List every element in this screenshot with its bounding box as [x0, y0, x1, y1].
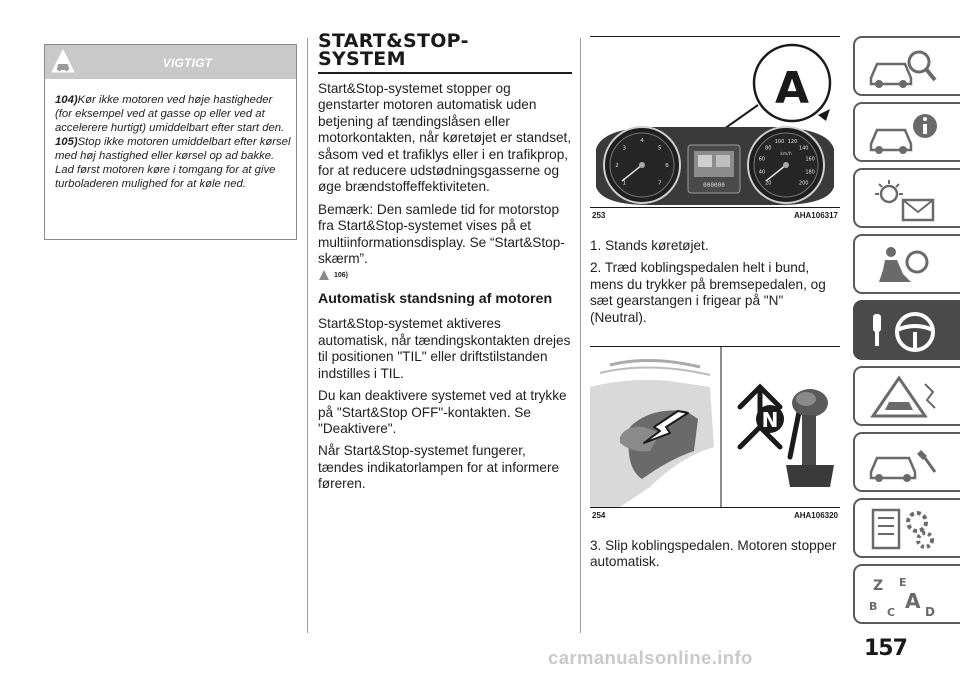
instrument-cluster-illustration: [590, 37, 840, 207]
dashboard-lights-icon: [865, 176, 945, 224]
gauge-tick-label: 140: [798, 145, 809, 152]
gauge-tick-label: 5: [657, 145, 662, 152]
svg-text:Z: Z: [873, 578, 884, 594]
gauge-tick-label: 3: [622, 145, 627, 152]
gauge-tick-label: 4: [640, 138, 644, 144]
step-item: 1. Stands køretøjet.: [590, 238, 709, 253]
warning-box: [44, 44, 297, 240]
figure-caption: [590, 208, 840, 220]
figure-number: 253: [592, 211, 606, 220]
warning-item: 105)Stop ikke motoren umiddelbart efter kørsel med høj hastighed eller kørsel op ad bakke. Lad først motoren køre i tomgang for at give turboladeren mulighed for at køle ned.: [55, 136, 291, 190]
column-divider: [307, 38, 308, 633]
gauge-tick-label: 80: [765, 145, 772, 152]
step-item: 2. Træd koblingspedalen helt i bund, mens du trykker på bremsepedalen, og sæt gearstangen i frigear på "N" (Neutral).: [590, 260, 826, 325]
car-info-icon: [865, 110, 945, 158]
subheading: Automatisk standsning af motoren: [318, 291, 553, 308]
section-title-line1: START&STOP-: [318, 30, 469, 52]
tab-steering[interactable]: [853, 300, 960, 360]
step-item: 3. Slip koblingspedalen. Motoren stopper automatisk.: [590, 538, 837, 570]
speed-unit: km/h: [780, 152, 792, 157]
gauge-tick-label: 120: [787, 138, 798, 145]
section-title-line2: SYSTEM: [318, 48, 406, 70]
car-service-icon: [865, 440, 945, 488]
gauge-tick-label: 2: [615, 163, 619, 169]
gauge-tick-label: 20: [765, 180, 772, 187]
figure-dashboard: [590, 37, 840, 207]
warning-reference-icon: [318, 269, 330, 281]
tab-warning-triangle[interactable]: [853, 366, 960, 426]
key-steering-wheel-icon: [865, 308, 945, 356]
alphabet-index-icon: [865, 572, 945, 620]
paragraph: Når Start&Stop-systemet fungerer, tændes indikatorlampen for at informere føreren.: [318, 443, 560, 492]
car-magnifier-icon: [865, 44, 945, 92]
title-rule: [318, 72, 572, 74]
pedal-gearstick-illustration: [590, 347, 840, 507]
section-column: [318, 32, 572, 499]
callout-letter: A: [774, 63, 810, 114]
paragraph: Start&Stop-systemet stopper og genstarter motoren automatisk uden betjening af tændingslåsen eller motorkontakten, når køretøjet er standset, såsom ved et trafiklys eller i en trafikprop, for at reducere udstødningsgasserne og øge brændstoffeffektiviteten.: [318, 81, 572, 195]
reference-note: 106): [318, 269, 572, 281]
paragraph: Start&Stop-systemet aktiveres automatisk, når tændingskontakten drejes til positionen "TIL" eller driftstilstanden indstilles i TIL.: [318, 316, 571, 381]
figure-code: AHA106320: [793, 511, 838, 521]
tab-car-info[interactable]: [853, 102, 960, 162]
warning-title: VIGTIGT: [162, 56, 213, 70]
gauge-tick-label: 7: [657, 180, 662, 187]
svg-text:B: B: [869, 600, 878, 613]
paragraph: Bemærk: Den samlede tid for motorstop fra Start&Stop-systemet vises på et multiinformationsdisplay. Se “Start&Stop-skærm”.: [318, 201, 565, 267]
column-divider: [580, 38, 581, 633]
page-number: 157: [864, 636, 907, 661]
warning-item: 104)Kør ikke motoren ved høje hastigheder (for eksempel ved at gasse op eller ved at accelerere hurtigt) umiddelbart efter start den.: [55, 94, 285, 134]
tab-lights-mail[interactable]: [853, 168, 960, 228]
gauge-tick-label: 1: [622, 180, 627, 187]
figure-caption: [590, 508, 840, 520]
tab-car-service[interactable]: [853, 432, 960, 492]
paragraph: Du kan deaktivere systemet ved at trykke på "Start&Stop OFF"-kontakten. Se "Deaktivere".: [318, 388, 567, 436]
tab-car-search[interactable]: [853, 36, 960, 96]
svg-text:A: A: [905, 589, 921, 613]
tab-index[interactable]: [853, 564, 960, 624]
gauge-tick-label: 180: [805, 169, 815, 176]
svg-text:D: D: [925, 605, 935, 619]
gauge-tick-label: 6: [665, 163, 669, 169]
gauge-tick-label: 60: [758, 156, 766, 163]
gauge-tick-label: 160: [805, 156, 815, 163]
warning-body: [45, 79, 296, 191]
airbag-icon: [865, 242, 945, 290]
gauge-tick-label: 200: [798, 180, 809, 187]
figure-pedal-gear: [590, 347, 840, 507]
figure-number: 254: [592, 511, 606, 521]
gauge-tick-label: 40: [758, 169, 766, 176]
warning-header: [45, 45, 296, 79]
watermark: carmanualsonline.info: [548, 647, 753, 668]
tab-airbag[interactable]: [853, 234, 960, 294]
warning-triangle-icon: [865, 374, 945, 422]
gauge-tick-label: 100: [774, 138, 785, 145]
svg-text:C: C: [887, 606, 896, 619]
figure-code: AHA106317: [793, 211, 838, 220]
tab-specs[interactable]: [853, 498, 960, 558]
figure-column: [590, 36, 840, 577]
specs-gear-icon: [865, 506, 945, 554]
odometer-readout: 000000: [703, 182, 725, 189]
callout-letter: N: [761, 408, 779, 433]
svg-text:E: E: [899, 576, 907, 589]
